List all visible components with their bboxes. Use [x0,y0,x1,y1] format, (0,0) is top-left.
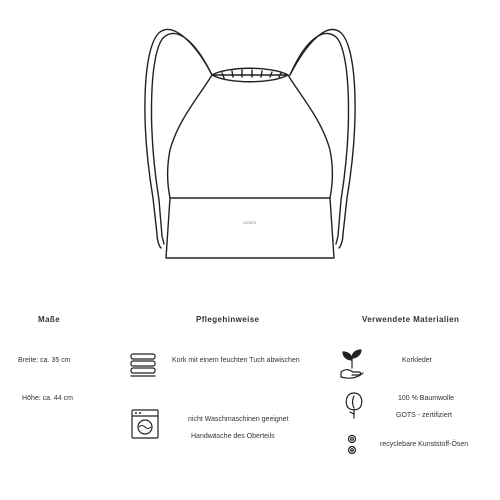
sprout-in-hand-icon [338,348,366,380]
care-item-washing-line1: nicht Waschmaschinen geeignet [188,416,289,423]
care-item-cork-text: Kork mit einem feuchten Tuch abwischen [172,357,300,364]
brand-mark: UEBIS [243,220,257,225]
material-eyelets-text: recyclebare Kunststoff-Ösen [380,441,469,448]
care-item-washing-line2: Handwäsche des Oberteils [191,433,275,440]
washing-machine-icon [130,408,160,440]
eyelets-icon [346,434,358,456]
stacked-towels-icon [128,350,158,380]
cotton-plant-icon [342,390,366,420]
material-cotton-line2: GOTS - zertifiziert [396,412,453,419]
materials-title: Verwendete Materialien [362,315,460,324]
care-title: Pflegehinweise [196,315,260,324]
left-strap-inner [152,33,212,244]
material-cork-text: Korkleder [402,357,432,364]
material-cotton-line1: 100 % Baumwolle [398,395,455,402]
width-value: Breite: ca. 35 cm [18,357,71,364]
dimensions-title: Maße [38,315,61,324]
bag-body [166,75,334,258]
right-strap-inner [290,33,348,244]
height-value: Höhe: ca. 44 cm [22,395,73,402]
